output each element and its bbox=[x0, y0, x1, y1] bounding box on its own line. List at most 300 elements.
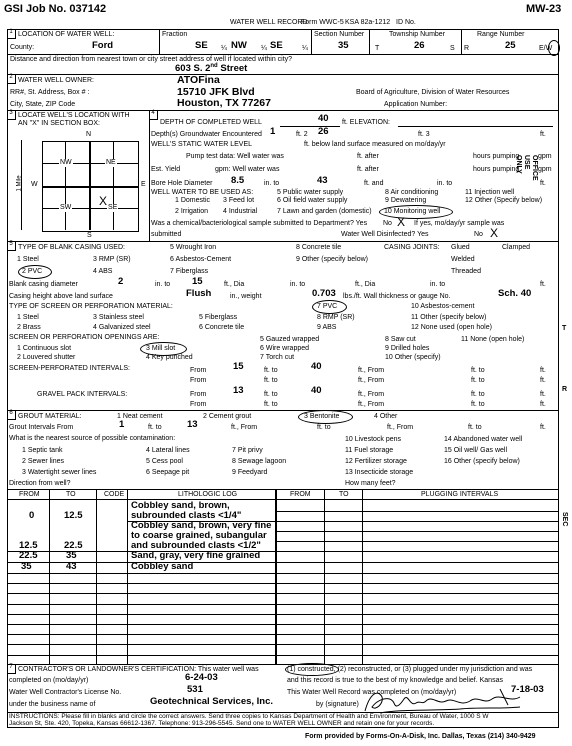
form-provider: Form provided by Forms-On-A-Disk, Inc. Dallas, Texas (214) 340-9429 bbox=[305, 733, 536, 740]
from-label: From bbox=[190, 391, 207, 398]
in-to-label: in. to bbox=[155, 281, 171, 288]
west-label: W bbox=[31, 181, 38, 188]
static-level-rest: ft. below land surface measured on mo/day/yr bbox=[304, 141, 446, 148]
ft-label: ft. bbox=[540, 180, 546, 187]
well-location-mark: X bbox=[99, 194, 108, 208]
submitted-label: submitted bbox=[151, 231, 182, 238]
form-number: Form WWC-5 bbox=[301, 19, 344, 26]
screen-option: 10 Asbestos-cement bbox=[411, 303, 475, 310]
street-value: 15710 JFK Blvd bbox=[177, 86, 255, 98]
opening-option: 7 Torch cut bbox=[260, 354, 295, 361]
office-sec-label: SEC bbox=[561, 512, 568, 527]
office-t-label: T bbox=[562, 325, 567, 332]
log-header-to: TO bbox=[66, 491, 76, 498]
how-many-feet-label: How many feet? bbox=[345, 480, 396, 487]
blank-diameter-value: 2 bbox=[118, 276, 124, 287]
wall-thickness-label: lbs./ft. Wall thickness or gauge No. bbox=[343, 293, 451, 300]
row-line bbox=[7, 593, 558, 594]
section-number-label: Section Number bbox=[314, 31, 365, 38]
divider bbox=[369, 29, 370, 54]
log-row-from: 12.5 bbox=[19, 540, 38, 551]
true-statement: and this record is true to the best of my knowledge and belief. Kansas bbox=[287, 677, 503, 684]
section-7-number: 7 bbox=[7, 664, 16, 674]
opening-option: 8 Saw cut bbox=[385, 336, 416, 343]
ft-label: ft. bbox=[540, 391, 546, 398]
screen-option: 1 Steel bbox=[17, 314, 39, 321]
contamination-option: 2 Sewer lines bbox=[22, 458, 65, 465]
contamination-option: 3 Watertight sewer lines bbox=[22, 469, 97, 476]
se-label: SE bbox=[108, 204, 118, 211]
use-option: 1 Domestic bbox=[175, 197, 211, 204]
joint-threaded: Threaded bbox=[451, 268, 481, 275]
casing-option: 6 Asbestos-Cement bbox=[170, 256, 232, 263]
hours-pumping-label: hours pumping bbox=[473, 153, 520, 160]
owner-title: WATER WELL OWNER: bbox=[18, 77, 94, 84]
certification-options: (1) constructed, (2) reconstructed, or (3) plugged under my jurisdiction and was bbox=[287, 666, 533, 673]
grout-from-value: 1 bbox=[119, 419, 125, 430]
license-label: Water Well Contractor's License No. bbox=[9, 689, 122, 696]
casing-option: 1 Steel bbox=[17, 256, 39, 263]
screen-to-value: 40 bbox=[311, 361, 322, 372]
opening-option: 1 Continuous slot bbox=[17, 345, 72, 352]
instructions-line-1: INSTRUCTIONS: Please fill in blanks and circle the correct answers. Send three copies to Kansas Department of Health and Environment, Bureau of Water, 1000 S W bbox=[9, 713, 489, 720]
section-5-number: 5 bbox=[7, 241, 16, 251]
grout-option-selected: 3 Bentonite bbox=[304, 413, 340, 420]
ft-to-label: ft. to bbox=[148, 424, 162, 431]
blank-line bbox=[398, 126, 553, 127]
mile-arrow bbox=[21, 140, 22, 230]
chem-no-mark: X bbox=[397, 215, 406, 229]
row-line bbox=[7, 573, 558, 574]
city-label: City, State, ZIP Code bbox=[10, 101, 76, 108]
contamination-option: 5 Cess pool bbox=[146, 458, 183, 465]
ft-2-label: ft. 2 bbox=[296, 131, 308, 138]
yield-label: Est. Yield bbox=[151, 166, 181, 173]
screen-option-selected: 7 PVC bbox=[317, 303, 338, 310]
ft-to-label: ft. to bbox=[264, 377, 278, 384]
no-label: No bbox=[383, 220, 392, 227]
gpm-label: gpm bbox=[538, 166, 552, 173]
bore-value: 8.5 bbox=[231, 175, 245, 186]
use-option: 7 Lawn and garden (domestic) bbox=[277, 208, 372, 215]
joints-label: CASING JOINTS: bbox=[384, 244, 440, 251]
from-label: From bbox=[190, 367, 207, 374]
gravel-to-value: 40 bbox=[311, 385, 322, 396]
ft-dia-label: ft., Dia bbox=[355, 281, 376, 288]
street-label: RR#, St. Address, Box # : bbox=[10, 89, 90, 96]
gpm-well-water-label: gpm: Well water was bbox=[215, 166, 280, 173]
joint-glued: Glued bbox=[451, 244, 470, 251]
casing-option: 4 ABS bbox=[93, 268, 113, 275]
use-option: 5 Public water supply bbox=[277, 189, 344, 196]
record-date-value: 7-18-03 bbox=[511, 684, 544, 695]
disinfected-label: Water Well Disinfected? Yes bbox=[341, 231, 429, 238]
grout-intervals-label: Grout Intervals From bbox=[9, 424, 74, 431]
log-header-from: FROM bbox=[19, 491, 40, 498]
use-option: 4 Industrial bbox=[223, 208, 258, 215]
openings-title: SCREEN OR PERFORATION OPENINGS ARE: bbox=[9, 334, 160, 341]
ft-label: ft. bbox=[540, 401, 546, 408]
ft-to-label: ft. to bbox=[317, 424, 331, 431]
grout-option: 4 Other bbox=[374, 413, 398, 420]
in-to-label: in. to bbox=[290, 281, 306, 288]
col-line bbox=[275, 489, 277, 664]
grid-line bbox=[42, 163, 138, 164]
range-r: R bbox=[464, 45, 470, 52]
fraction-3: SE bbox=[270, 40, 283, 51]
weight-value: 0.703 bbox=[312, 288, 336, 299]
range-label: Range Number bbox=[477, 31, 525, 38]
log-row-text: and subrounded clasts <1/2" bbox=[131, 540, 261, 551]
east-west: E/W bbox=[539, 45, 553, 52]
log-row-text: to coarse grained, subangular bbox=[131, 530, 267, 541]
mile-label: 1 Mile bbox=[16, 175, 23, 192]
opening-option: 2 Louvered shutter bbox=[17, 354, 76, 361]
rule bbox=[7, 74, 558, 75]
chem-if-yes-label: If yes, mo/day/yr sample was bbox=[414, 220, 505, 227]
hours-pumping-label: hours pumping bbox=[473, 166, 520, 173]
ft-from-label: ft., From bbox=[358, 401, 385, 408]
use-option: 11 Injection well bbox=[465, 189, 515, 196]
weight-label: in., weight bbox=[230, 293, 262, 300]
joint-welded: Welded bbox=[451, 256, 475, 263]
ft-from-label: ft., From bbox=[387, 424, 414, 431]
use-option-selected: 10 Monitoring well bbox=[384, 208, 441, 215]
groundwater-2: 26 bbox=[318, 126, 329, 137]
opening-option: 5 Gauzed wrapped bbox=[260, 336, 320, 343]
job-number: GSI Job No. 037142 bbox=[4, 3, 107, 15]
sw-label: SW bbox=[60, 204, 72, 211]
blank-to-value: 15 bbox=[192, 276, 203, 287]
gpm-label: gpm bbox=[538, 153, 552, 160]
direction-label: Direction from well? bbox=[9, 480, 71, 487]
ft-to-label: ft. to bbox=[468, 424, 482, 431]
contamination-option: 7 Pit privy bbox=[232, 447, 263, 454]
casing-height-label: Casing height above land surface bbox=[9, 293, 113, 300]
contamination-option: 9 Feedyard bbox=[232, 469, 268, 476]
township-label: Township Number bbox=[389, 31, 446, 38]
screen-option: 3 Stainless steel bbox=[93, 314, 144, 321]
gravel-pack-label: GRAVEL PACK INTERVALS: bbox=[37, 391, 128, 398]
grout-option: 2 Cement grout bbox=[203, 413, 252, 420]
log-row-to: 22.5 bbox=[64, 540, 83, 551]
gravel-from-value: 13 bbox=[233, 385, 244, 396]
log-row-text: Cobbley sand, brown, bbox=[131, 500, 230, 511]
ft-to-label: ft. to bbox=[264, 391, 278, 398]
from-label: From bbox=[190, 377, 207, 384]
ft-to-label: ft. to bbox=[471, 391, 485, 398]
signature-label: by (signature) bbox=[316, 701, 359, 708]
rule bbox=[7, 410, 558, 411]
address-value: 603 S. 2nd Street bbox=[175, 63, 248, 75]
log-header-lithologic: LITHOLOGIC LOG bbox=[178, 491, 238, 498]
depth-value: 40 bbox=[318, 113, 329, 124]
nw-label: NW bbox=[60, 159, 72, 166]
elevation-label: ft. ELEVATION: bbox=[342, 119, 390, 126]
casing-option: 3 RMP (SR) bbox=[93, 256, 131, 263]
contamination-option: 14 Abandoned water well bbox=[444, 436, 523, 443]
monitoring-well-circle bbox=[379, 205, 453, 219]
locate-title: LOCATE WELL'S LOCATION WITH bbox=[18, 112, 130, 119]
use-option: 6 Oil field water supply bbox=[277, 197, 348, 204]
contamination-option: 1 Septic tank bbox=[22, 447, 63, 454]
screen-option: 11 Other (specify below) bbox=[411, 314, 487, 321]
locate-title-2: AN "X" IN SECTION BOX: bbox=[18, 120, 100, 127]
license-value: 531 bbox=[187, 684, 203, 695]
log-row-from: 35 bbox=[21, 561, 32, 572]
in-to-label: in. to bbox=[264, 180, 280, 187]
log-row-text: subrounded clasts <1/4" bbox=[131, 510, 242, 521]
use-label: WELL WATER TO BE USED AS: bbox=[151, 189, 254, 196]
ft-to-label: ft. to bbox=[264, 401, 278, 408]
ft-label: ft. bbox=[540, 377, 546, 384]
groundwater-1: 1 bbox=[270, 126, 276, 137]
ft-and-label: ft. and bbox=[364, 180, 384, 187]
grid-line bbox=[42, 186, 138, 188]
col-line bbox=[96, 489, 97, 664]
opening-option: 10 Other (specify) bbox=[385, 354, 441, 361]
screen-option: 5 Fiberglass bbox=[199, 314, 238, 321]
log-row-text: Sand, gray, very fine grained bbox=[131, 550, 261, 561]
office-use-label: OFFICE USE ONLY bbox=[514, 155, 538, 181]
county-label: County: bbox=[10, 44, 35, 51]
ksa-reference: KSA 82a-1212 bbox=[345, 19, 391, 26]
fraction-label: Fraction bbox=[162, 31, 188, 38]
screen-material-title: TYPE OF SCREEN OR PERFORATION MATERIAL: bbox=[9, 303, 173, 310]
township-s: S bbox=[450, 45, 455, 52]
board-label: Board of Agriculture, Division of Water Resources bbox=[356, 89, 510, 96]
contamination-option: 12 Fertilizer storage bbox=[345, 458, 407, 465]
log-row-from: 22.5 bbox=[19, 550, 38, 561]
screen-option: 9 ABS bbox=[317, 324, 337, 331]
contamination-option: 8 Sewage lagoon bbox=[232, 458, 287, 465]
township-value: 26 bbox=[414, 40, 425, 51]
contamination-option: 16 Other (specify below) bbox=[444, 458, 520, 465]
no-label: No bbox=[474, 231, 483, 238]
bore-label: Bore Hole Diameter bbox=[151, 180, 213, 187]
ft-3-label: ft. 3 bbox=[418, 131, 430, 138]
south-label: S bbox=[87, 232, 92, 239]
instructions-line-2: Jackson St, Ste. 420, Topeka, Kansas 66612-1367. Telephone: 913-296-5545. Send one to WATER WELL OWNER and retain one for your records. bbox=[9, 720, 435, 727]
blank-line bbox=[280, 126, 340, 127]
contamination-option: 10 Livestock pens bbox=[345, 436, 402, 443]
rule bbox=[7, 499, 558, 500]
row-line bbox=[7, 624, 558, 625]
bore-to-value: 43 bbox=[317, 175, 328, 186]
log-row-to: 35 bbox=[66, 550, 77, 561]
screen-option: 12 None used (open hole) bbox=[411, 324, 492, 331]
city-value: Houston, TX 77267 bbox=[177, 97, 271, 109]
log-header-from-2: FROM bbox=[290, 491, 311, 498]
ft-dia-label: ft., Dia bbox=[224, 281, 245, 288]
screen-from-value: 15 bbox=[233, 361, 244, 372]
ft-to-label: ft. to bbox=[264, 367, 278, 374]
rule bbox=[7, 664, 558, 665]
ft-to-label: ft. to bbox=[471, 367, 485, 374]
certification-label: CONTRACTOR'S OR LANDOWNER'S CERTIFICATION: This water well was bbox=[18, 666, 259, 673]
north-label: N bbox=[86, 131, 92, 138]
pvc-screen-circle bbox=[312, 300, 347, 314]
quarter-symbol: ¼ bbox=[302, 45, 308, 52]
completed-label: completed on (mo/day/yr) bbox=[9, 677, 89, 684]
opening-option: 6 Wire wrapped bbox=[260, 345, 310, 352]
row-line bbox=[275, 521, 558, 522]
col-line bbox=[362, 489, 363, 664]
ft-label: ft. bbox=[540, 424, 546, 431]
ft-from-label: ft., From bbox=[231, 424, 258, 431]
section-6-number: 6 bbox=[7, 410, 16, 420]
rule bbox=[7, 241, 558, 242]
log-row-text: Cobbley sand bbox=[131, 561, 194, 572]
ft-after-label: ft. after bbox=[357, 166, 379, 173]
fraction-1: SE bbox=[195, 40, 208, 51]
contamination-option: 4 Lateral lines bbox=[146, 447, 190, 454]
section-number-value: 35 bbox=[338, 40, 349, 51]
bentonite-circle bbox=[298, 410, 353, 424]
screen-intervals-label: SCREEN-PERFORATED INTERVALS: bbox=[9, 365, 130, 372]
ft-from-label: ft., From bbox=[358, 391, 385, 398]
ft-label: ft. bbox=[540, 367, 546, 374]
contamination-option: 6 Seepage pit bbox=[146, 469, 190, 476]
owner-value: ATOFina bbox=[177, 74, 220, 86]
county-value: Ford bbox=[92, 40, 114, 51]
gauge-value: Sch. 40 bbox=[498, 288, 532, 299]
log-header-to-2: TO bbox=[339, 491, 349, 498]
screen-option: 6 Concrete tile bbox=[199, 324, 245, 331]
contamination-label: What is the nearest source of possible contamination: bbox=[9, 435, 176, 442]
use-option: 9 Dewatering bbox=[385, 197, 427, 204]
row-line bbox=[7, 655, 558, 656]
row-line bbox=[275, 511, 558, 512]
opening-option: 4 Key punched bbox=[146, 354, 193, 361]
row-line bbox=[7, 644, 558, 645]
divider bbox=[311, 29, 312, 54]
rule bbox=[7, 489, 558, 490]
row-line bbox=[275, 562, 558, 563]
application-number-label: Application Number: bbox=[384, 101, 448, 108]
opening-option: 9 Drilled holes bbox=[385, 345, 430, 352]
distance-label: Distance and direction from nearest town or city street address of well if located within city? bbox=[10, 56, 293, 63]
groundwater-label: Depth(s) Groundwater Encountered bbox=[151, 131, 262, 138]
log-row-from: 0 bbox=[29, 510, 35, 521]
ft-label: ft. bbox=[540, 131, 546, 138]
section-2-number: 2 bbox=[7, 74, 16, 84]
ft-label: ft. bbox=[540, 281, 546, 288]
col-line bbox=[49, 489, 50, 664]
casing-option: 9 Other (specify below) bbox=[296, 256, 368, 263]
form-title: WATER WELL RECORD bbox=[230, 19, 308, 26]
from-label: From bbox=[190, 401, 207, 408]
location-title: LOCATION OF WATER WELL: bbox=[18, 31, 115, 38]
static-level-label: WELL'S STATIC WATER LEVEL bbox=[151, 141, 253, 148]
log-row-to: 43 bbox=[66, 561, 77, 572]
grout-title: GROUT MATERIAL: bbox=[18, 413, 82, 420]
screen-option: 8 RMP (SR) bbox=[317, 314, 355, 321]
opening-option-selected: 3 Mill slot bbox=[146, 345, 176, 352]
casing-option: 8 Concrete tile bbox=[296, 244, 342, 251]
ft-to-label: ft. to bbox=[471, 377, 485, 384]
quarter-symbol: ¼ bbox=[261, 45, 267, 52]
log-row-text: Cobbley sand, brown, very fine bbox=[131, 520, 272, 531]
in-to-label: in. to bbox=[430, 281, 446, 288]
rule bbox=[7, 110, 558, 111]
divider bbox=[159, 29, 160, 54]
ne-label: NE bbox=[106, 159, 116, 166]
casing-title: TYPE OF BLANK CASING USED: bbox=[18, 244, 125, 251]
col-line bbox=[324, 489, 325, 664]
screen-option: 4 Galvanized steel bbox=[93, 324, 151, 331]
col-line bbox=[127, 489, 128, 664]
opening-option: 11 None (open hole) bbox=[461, 336, 525, 343]
depth-label: DEPTH OF COMPLETED WELL bbox=[160, 119, 262, 126]
ft-from-label: ft., From bbox=[358, 377, 385, 384]
fraction-2: NW bbox=[231, 40, 247, 51]
use-option: 2 Irrigation bbox=[175, 208, 209, 215]
ft-from-label: ft., From bbox=[358, 367, 385, 374]
grout-to-value: 13 bbox=[187, 419, 198, 430]
grid-line bbox=[42, 208, 138, 209]
use-option: 3 Feed lot bbox=[223, 197, 255, 204]
section-4-number: 4 bbox=[149, 110, 158, 120]
constructed-circle bbox=[285, 663, 339, 676]
contamination-option: 11 Fuel storage bbox=[345, 447, 394, 454]
business-value: Geotechnical Services, Inc. bbox=[150, 696, 274, 707]
section-1-number: 1 bbox=[7, 29, 16, 39]
row-line bbox=[275, 541, 558, 542]
row-line bbox=[7, 614, 558, 615]
chem-sample-label: Was a chemical/bacteriological sample submitted to Department? Yes bbox=[151, 220, 368, 227]
divider bbox=[461, 29, 462, 54]
record-completed-label: This Water Well Record was completed on (mo/day/yr) bbox=[287, 689, 457, 696]
quarter-symbol: ¼ bbox=[221, 45, 227, 52]
log-header-code: CODE bbox=[104, 491, 125, 498]
pvc-circle bbox=[18, 265, 52, 279]
ft-to-label: ft. to bbox=[471, 401, 485, 408]
ft-after-label: ft. after bbox=[357, 153, 379, 160]
row-line bbox=[7, 583, 558, 584]
row-line bbox=[275, 551, 558, 552]
rule bbox=[7, 54, 558, 55]
use-option: 8 Air conditioning bbox=[385, 189, 439, 196]
casing-option: 5 Wrought Iron bbox=[170, 244, 217, 251]
completed-value: 6-24-03 bbox=[185, 672, 218, 683]
log-header-plugging: PLUGGING INTERVALS bbox=[421, 491, 499, 498]
screen-option: 2 Brass bbox=[17, 324, 41, 331]
casing-height-value: Flush bbox=[186, 288, 212, 299]
pump-test-label: Pump test data: Well water was bbox=[186, 153, 284, 160]
row-line bbox=[275, 531, 558, 532]
divider bbox=[149, 110, 150, 241]
row-line bbox=[7, 634, 558, 635]
township-t: T bbox=[375, 45, 380, 52]
contamination-option: 13 Insecticide storage bbox=[345, 469, 414, 476]
row-line bbox=[7, 604, 558, 605]
blank-diameter-label: Blank casing diameter bbox=[9, 281, 78, 288]
in-to-label-2: in. to bbox=[437, 180, 453, 187]
office-r-label: R bbox=[562, 386, 568, 393]
grout-option: 1 Neat cement bbox=[117, 413, 163, 420]
use-option: 12 Other (Specify below) bbox=[465, 197, 543, 204]
id-number-label: ID No. bbox=[396, 19, 416, 26]
range-value: 25 bbox=[505, 40, 516, 51]
casing-option: 7 Fiberglass bbox=[170, 268, 209, 275]
well-number: MW-23 bbox=[526, 3, 562, 15]
contamination-option: 15 Oil well/ Gas well bbox=[444, 447, 508, 454]
disinfected-no-mark: X bbox=[490, 226, 499, 240]
log-row-to: 12.5 bbox=[64, 510, 83, 521]
east-label: E bbox=[141, 181, 146, 188]
joint-clamped: Clamped bbox=[502, 244, 531, 251]
